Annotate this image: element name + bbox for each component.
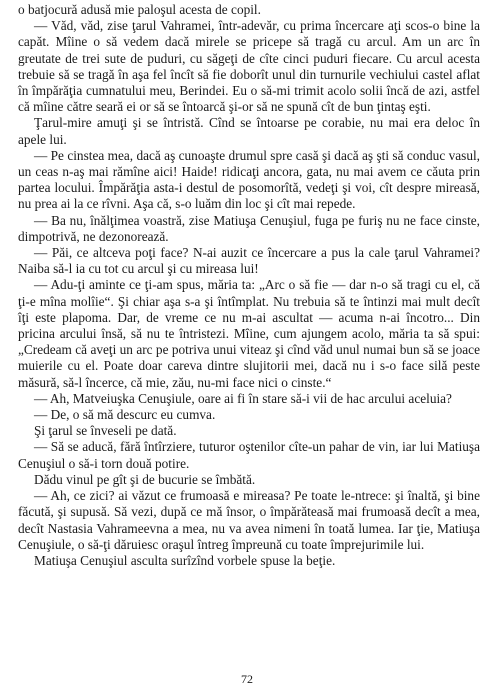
text-body bbox=[18, 2, 480, 569]
paragraph: — Păi, ce altceva poţi face? N-ai auzit ce încercare a pus la cale ţarul Vahramei? Naiba să-l ia cu tot cu arcul şi cu mireasa lui! bbox=[18, 245, 480, 277]
page-number: 72 bbox=[241, 672, 253, 686]
paragraph: Şi ţarul se înveseli pe dată. bbox=[34, 423, 177, 439]
paragraph: Dădu vinul pe gît şi de bucurie se îmbătă. bbox=[34, 471, 256, 487]
paragraph: Matiuşa Cenuşiul asculta surîzînd vorbele spuse la beţie. bbox=[34, 552, 336, 568]
paragraph: — Să se aducă, fără întîrziere, tuturor oştenilor cîte-un pahar de vin, iar lui Matiuşa Cenuşiul o să-i torn două potire. bbox=[18, 439, 480, 471]
paragraph: — Adu-ţi aminte ce ţi-am spus, măria ta: „Arc o să fie — dar n-o să tragi cu el, că ţi-e mîna molîie“. Şi chiar aşa s-a şi întîmplat. Nu trebuia să te întinzi mai mult decît îţi este plapoma. Dar, de vreme ce nu m-ai ascultat — acuma n-ai încotro... Din pricina arcului însă, să nu te întristezi. Mîine, cum ajungem acolo, măria ta să spui: „Credeam că aveţi un arc pe potriva unui viteaz şi cînd văd unul numai bun să se joace muierile cu el. Poate doar careva dintre slujitorii mei, dacă nu i s-o face silă peste măsură, să-l încerce, că mie, zău, nu-mi face nici o cinste.“ bbox=[18, 277, 480, 390]
paragraph: — Ah, ce zici? ai văzut ce frumoasă e mireasa? Pe toate le-ntrece: şi înaltă, şi bine făcută, şi supusă. Să vezi, după ce mă însor, o împărăteasă mai frumoasă decît a mea, decît Nastasia Vahrameevna a mea, nu va avea nimeni în toată lumea. Iar ţie, Matiuşa Cenuşiule, o să-ţi dăruiesc oraşul întreg împreună cu toate împrejurimile lui. bbox=[18, 488, 480, 552]
paragraph: o batjocură adusă mie paloşul acesta de copil. bbox=[18, 2, 261, 17]
paragraph: Ţarul-mire amuţi şi se întristă. Cînd se întoarse pe corabie, nu mai era deloc în apele lui. bbox=[18, 115, 480, 147]
paragraph: — Ba nu, înălţimea voastră, zise Matiuşa Cenuşiul, fuga pe furiş nu ne face cinste, dimpotrivă, ne dezonorează. bbox=[18, 212, 480, 244]
paragraph: — Pe cinstea mea, dacă aş cunoaşte drumul spre casă şi dacă aş şti să conduc vasul, un ceas n-aş mai rămîne aici! Haide! ridicaţi ancora, gata, nu mai avem ce căuta prin partea locului. Împărăţia asta-i destul de posomorîtă, vedeţi şi voi, cît despre mireasă, nu prea ai la ce rîvni. Aşa că, s-o luăm din loc şi cît mai repede. bbox=[18, 147, 480, 212]
paragraph: — Văd, văd, zise ţarul Vahramei, într-adevăr, cu prima încercare aţi scos-o bine la capăt. Mîine o să vedem dacă mirele se pricepe să tragă cu arcul. Am un arc în greutate de trei sute de puduri, cu săgeţi de cîte cinci puduri fiecare. Cu arcul acesta trebuie să se tragă în aşa fel încît să fie doborît unul din turnurile vechiului castel aflat în împărăţia cumnatului meu, Berindei. Eu o să-mi trimit acolo solii încă de azi, astfel că mîine către seară ei or să se întoarcă şi-or să ne spună cît de bun ţintaş eşti. bbox=[18, 18, 480, 115]
paragraph: — Ah, Matveiuşka Cenuşiule, oare ai fi în stare să-i vii de hac arcului aceluia? bbox=[34, 390, 452, 406]
paragraph: — De, o să mă descurc eu cumva. bbox=[34, 407, 216, 423]
